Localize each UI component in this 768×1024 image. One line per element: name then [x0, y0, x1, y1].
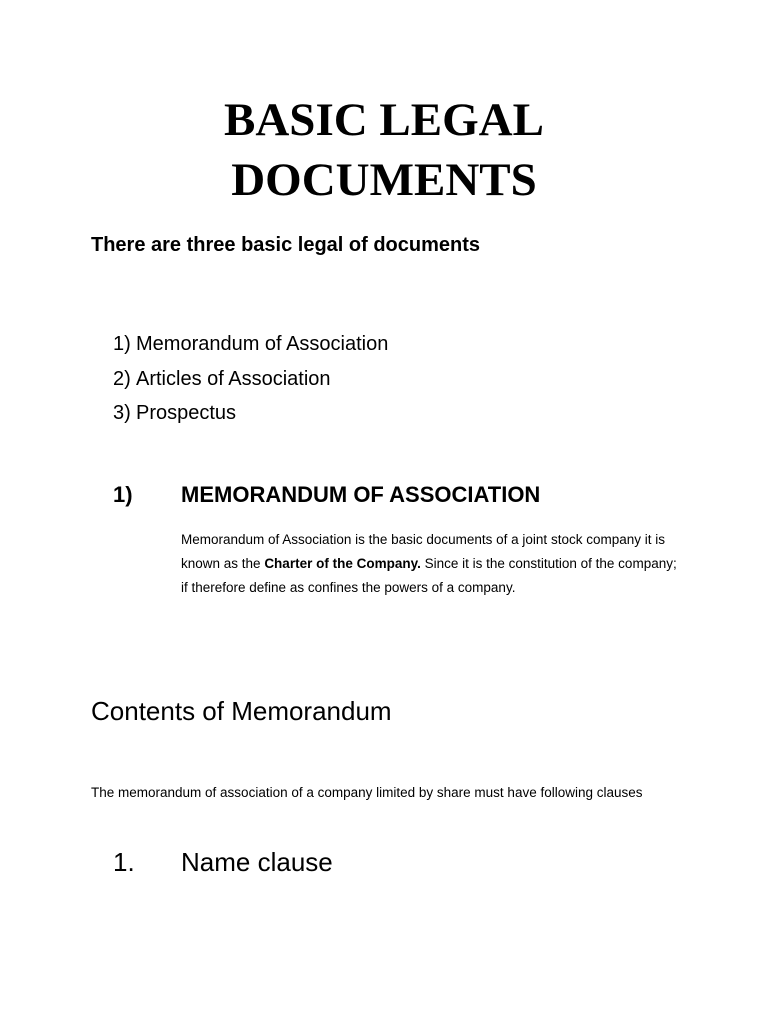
title-line-2: DOCUMENTS	[231, 154, 537, 206]
section-body-text-2: Since it is the constitution of the company; if therefore define as confines the powers of a company.	[181, 556, 677, 595]
section-body-text-1: Memorandum of Association is the basic documents of a joint stock company it is known as the	[181, 532, 665, 571]
clause-number: 1.	[113, 847, 135, 877]
section-number: 1)	[113, 482, 133, 507]
list-item-text: Prospectus	[136, 402, 237, 424]
intro-text: There are three basic legal of documents	[91, 234, 481, 256]
section-title: MEMORANDUM OF ASSOCIATION	[181, 482, 541, 507]
title-line-1: BASIC LEGAL	[224, 94, 544, 146]
document-title	[0, 90, 768, 210]
section-body-bold: Charter of the Company.	[264, 556, 421, 571]
list-item-text: Articles of Association	[136, 367, 331, 390]
document-list	[113, 327, 388, 431]
list-item-number: 1)	[113, 333, 131, 355]
list-item	[113, 362, 388, 397]
list-item-number: 3)	[113, 402, 131, 424]
list-item-text: Memorandum of Association	[136, 333, 389, 355]
section-body	[181, 528, 681, 600]
list-item-number: 2)	[113, 367, 131, 390]
list-item	[113, 396, 388, 431]
list-item	[113, 327, 388, 362]
clause-title: Name clause	[181, 847, 333, 877]
contents-heading: Contents of Memorandum	[91, 696, 392, 726]
contents-body: The memorandum of association of a company limited by share must have following clauses	[91, 785, 643, 800]
